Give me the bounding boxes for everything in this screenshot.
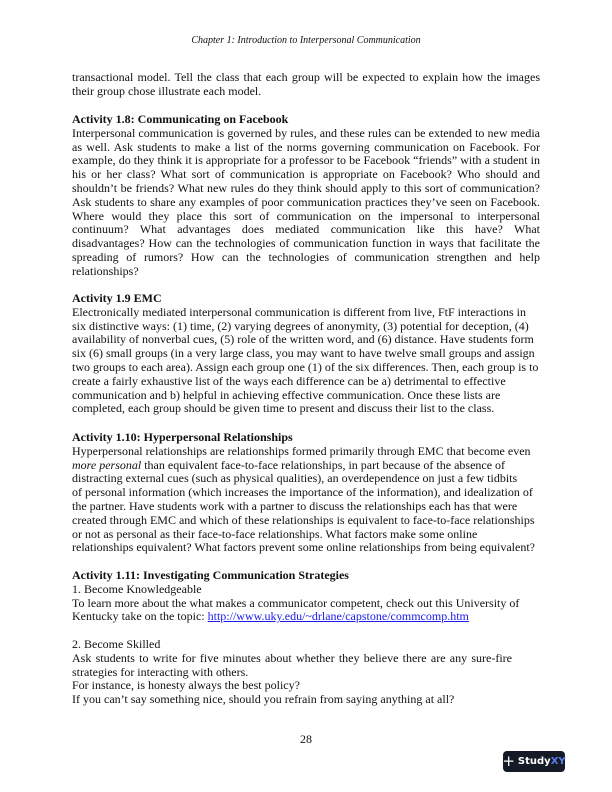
activity-1-9: [72, 292, 540, 416]
text-line: spreading of rumors? How can the technologies of communication strengthen and help: [72, 249, 540, 264]
text-line: as well. Ask students to make a list of the norms governing communication on Facebook. For: [72, 139, 540, 154]
text-line: six (6) small groups (in a very large class, you may want to have twelve small groups and assign: [72, 346, 535, 361]
list-item-heading: 2. Become Skilled: [72, 636, 161, 651]
text-line: communication and b) helpful in achieving effective communication. Once these lists are: [72, 387, 501, 402]
text-line: example, do they think it is appropriate for a professor to be Facebook “friends” with a student in: [72, 153, 540, 168]
text-line: Where would they place this sort of communication on the impersonal to interpersonal: [72, 208, 540, 223]
badge-accent: XY: [550, 756, 566, 767]
text: Kentucky take on the topic:: [72, 609, 208, 624]
section-heading: Activity 1.11: Investigating Communication Strategies: [72, 568, 349, 582]
intro-paragraph: [72, 71, 540, 99]
text-line: six distinctive ways: (1) time, (2) varying degrees of anonymity, (3) potential for deception, (4): [72, 318, 529, 333]
text-line: transactional model. Tell the class that each group will be expected to explain how the images: [72, 70, 540, 84]
spacer: [72, 624, 540, 638]
text-line: the partner. Have students work with a partner to discuss the relationships each has that were: [72, 498, 518, 513]
text-line: Ask students to share any examples of poor communication practices they’ve seen on Facebook.: [72, 194, 540, 209]
text-line: completed, each group should be given time to present and discuss their list to the class.: [72, 401, 495, 416]
badge-name: Study: [517, 756, 551, 767]
page-number: 28: [300, 732, 312, 746]
text-line: relationships?: [72, 263, 139, 278]
studyxy-badge[interactable]: [503, 751, 565, 772]
text-line: relationships equivalent? What factors prevent some online relationships from being equivalent?: [72, 540, 535, 555]
text-line: created through EMC and which of these relationships is equivalent to face-to-face relationships: [72, 512, 535, 527]
text-line: shouldn’t be friends? What new rules do they think should apply to this sort of communication?: [72, 180, 540, 195]
activity-1-10: [72, 431, 540, 555]
paragraph: [72, 306, 540, 416]
section-heading: Activity 1.10: Hyperpersonal Relationships: [72, 430, 293, 444]
text-line: Ask students to write for five minutes about whether they believe there are any sure-fire: [72, 650, 512, 665]
activity-1-8: [72, 113, 540, 279]
text: than equivalent face-to-face relationships, in part because of the absence of: [141, 457, 506, 472]
plus-icon: +: [502, 752, 515, 770]
list-item-heading: 1. Become Knowledgeable: [72, 581, 202, 596]
text-line: availability of nonverbal cues, (5) role of the written word, and (6) distance. Have students form: [72, 332, 534, 347]
text-line: For instance, is honesty always the best policy?: [72, 678, 300, 693]
text-line: strategies for interacting with others.: [72, 664, 249, 679]
section-heading: Activity 1.9 EMC: [72, 291, 162, 305]
text-line: To learn more about the what makes a communicator competent, check out this University of: [72, 595, 520, 610]
text-line: or not as personal as their face-to-face relationships. What factors make some online: [72, 526, 478, 541]
text-line: of personal information (which increases the importance of the information), and idealization of: [72, 485, 533, 500]
emphasis: more personal: [72, 457, 142, 472]
text-line: continuum? What advantages does mediated communication like this have? What: [72, 222, 540, 237]
section-heading: Activity 1.8: Communicating on Facebook: [72, 112, 289, 126]
text-line: If you can’t say something nice, should you refrain from saying anything at all?: [72, 692, 455, 707]
text-line: Interpersonal communication is governed by rules, and these rules can be extended to new media: [72, 125, 540, 140]
running-header: Chapter 1: Introduction to Interpersonal Communication: [191, 35, 421, 46]
uky-link[interactable]: http://www.uky.edu/~drlane/capstone/commcomp.htm: [207, 609, 469, 624]
text-line: Electronically mediated interpersonal communication is different from live, FtF interactions in: [72, 304, 526, 319]
text-line: two groups to each area). Assign each group one (1) of the six differences. Then, each group is to: [72, 359, 539, 374]
text-line: [72, 459, 540, 473]
text-line: disadvantages? How can the technologies of communication function in ways that facilitate the: [72, 236, 540, 251]
text-line: create a fairly exhaustive list of the ways each difference can be a) detrimental to effective: [72, 373, 506, 388]
paragraph: [72, 472, 540, 555]
text-line: Hyperpersonal relationships are relationships formed primarily through EMC that become even: [72, 443, 531, 458]
text-line: his or her class? What sort of communication is appropriate on Facebook? Who should and: [72, 167, 540, 182]
activity-1-11: [72, 569, 540, 707]
text-line: their group chose illustrate each model.: [72, 83, 262, 98]
text-line: [72, 610, 540, 624]
text-line: distracting external cues (such as physical qualities), an overdependence on just a few tidbits: [72, 471, 518, 486]
paragraph: [72, 127, 540, 279]
